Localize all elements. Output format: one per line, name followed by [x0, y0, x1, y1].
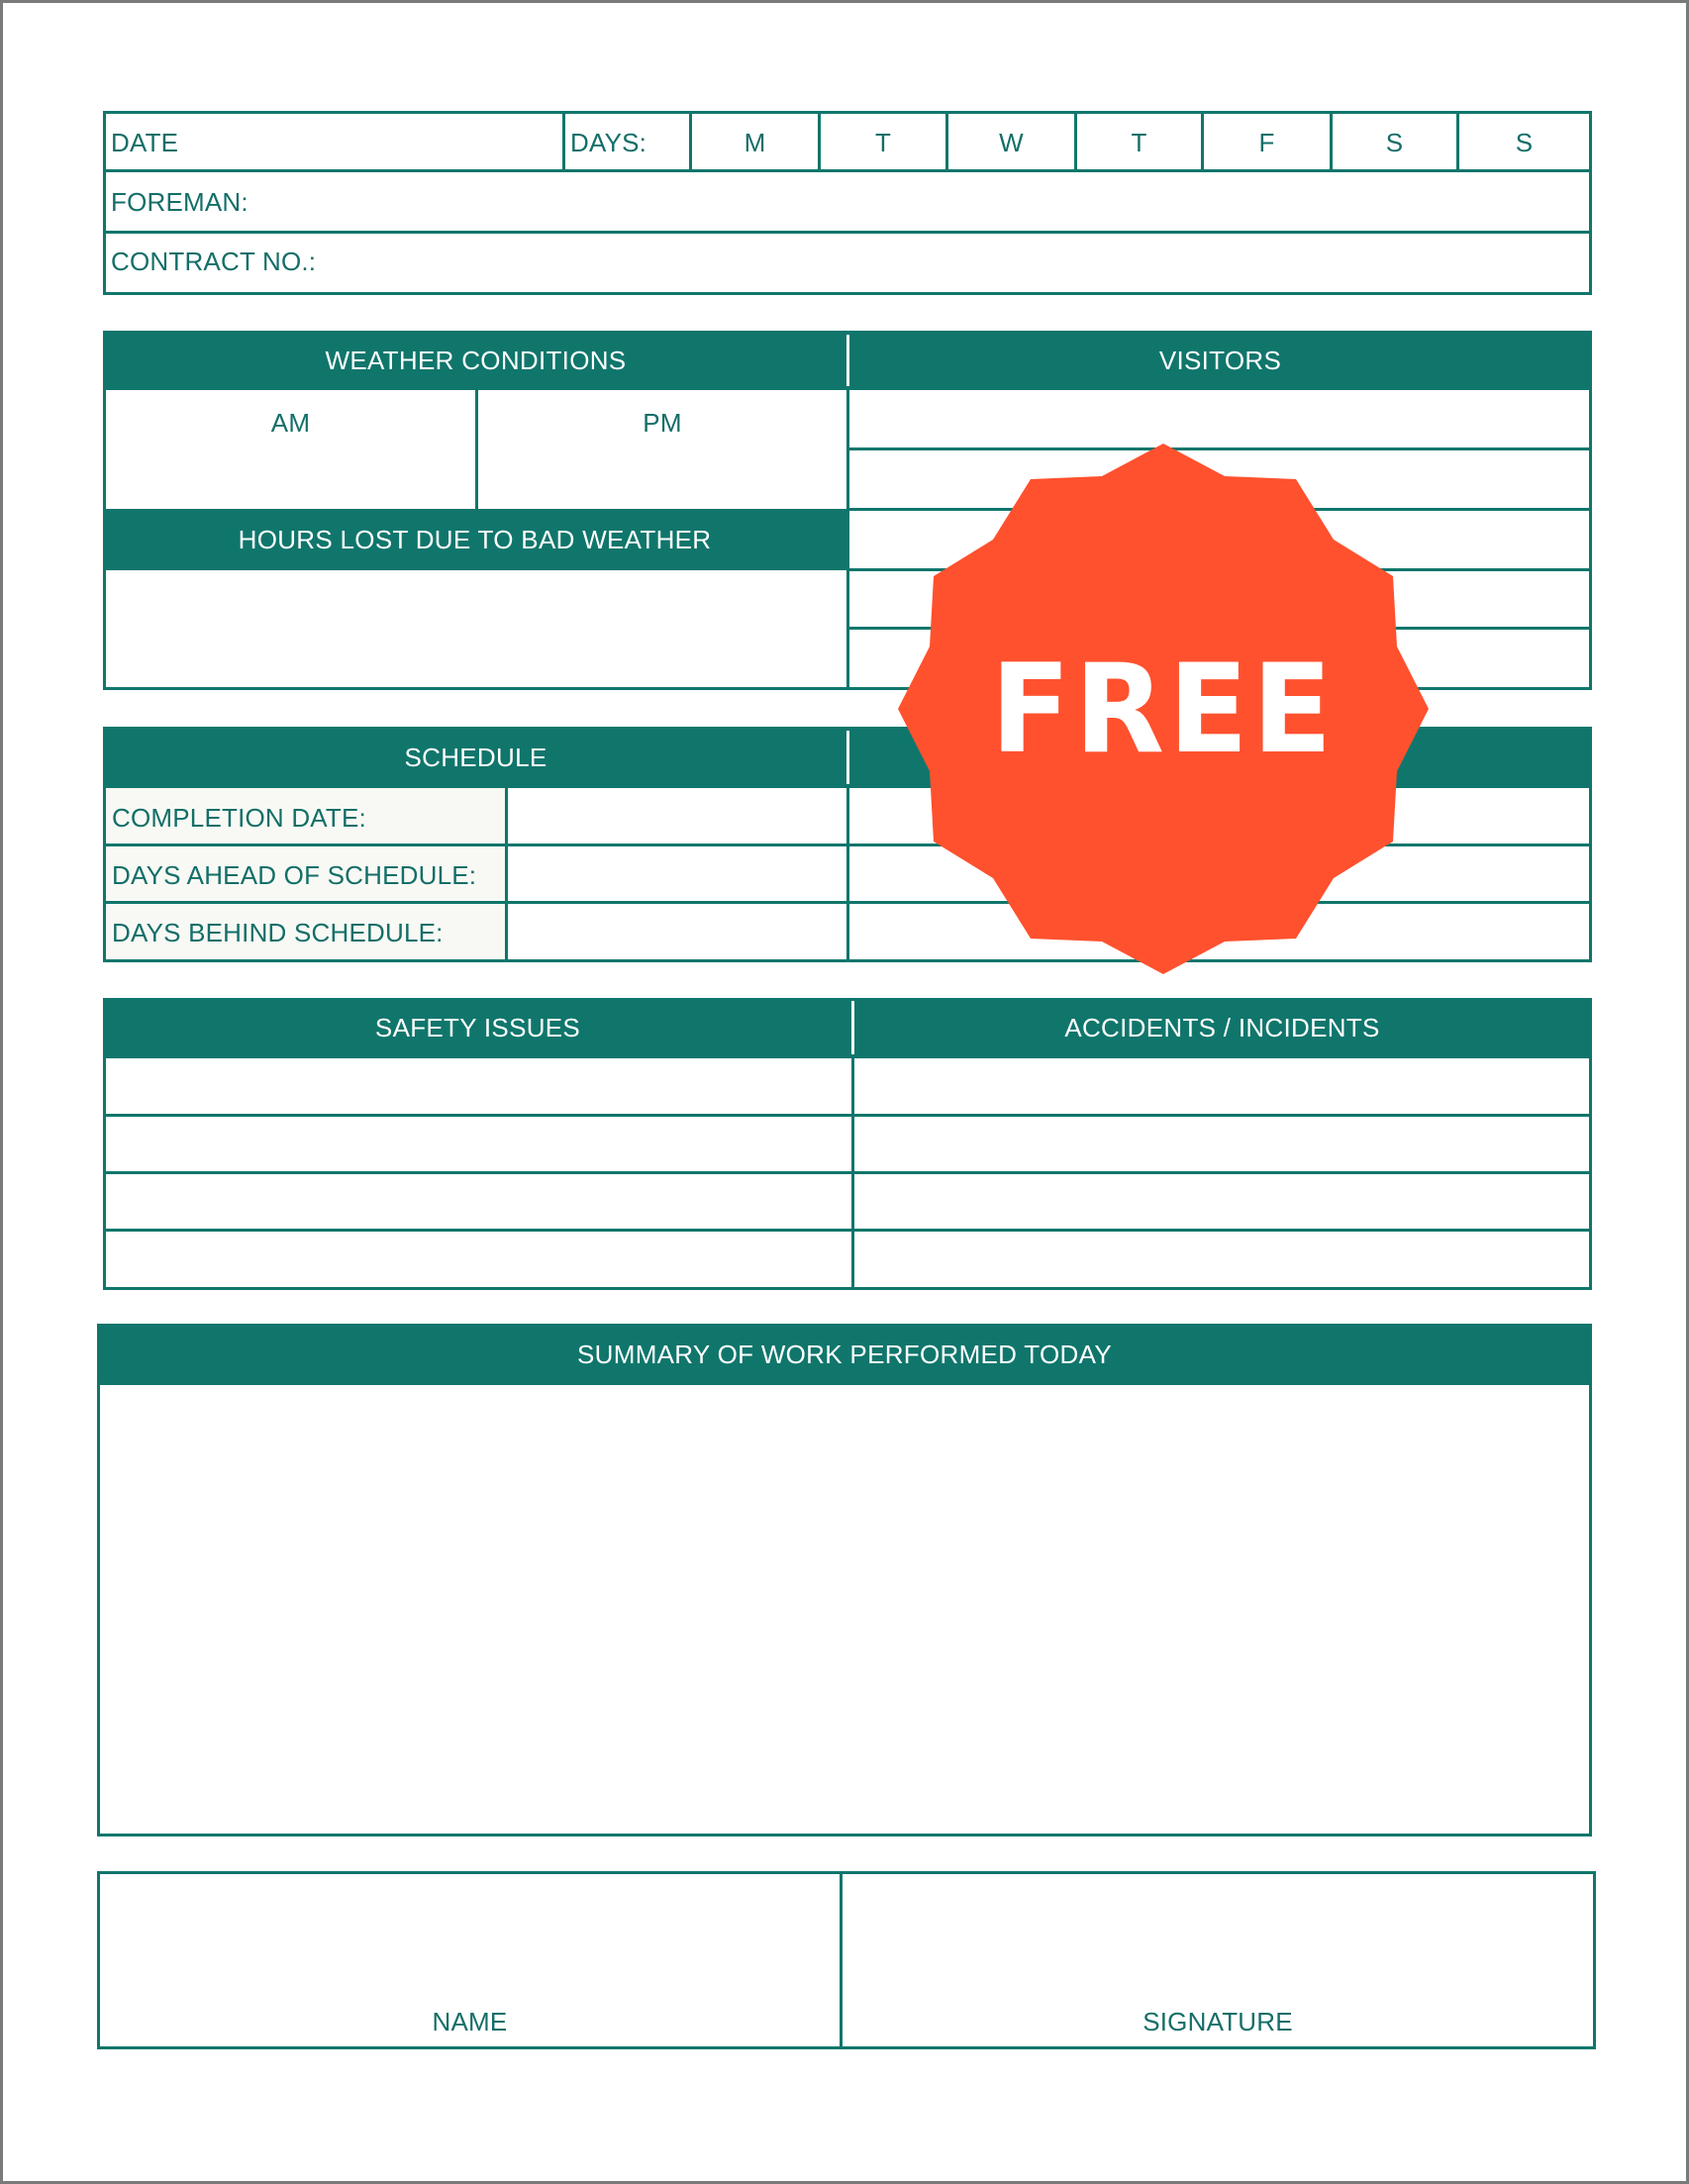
summary-title: SUMMARY OF WORK PERFORMED TODAY — [577, 1339, 1112, 1369]
safety-issue-row[interactable] — [108, 1233, 848, 1286]
safety-issue-row[interactable] — [108, 1118, 848, 1170]
am-label: AM — [270, 408, 311, 438]
days-behind-label: DAYS BEHIND SCHEDULE: — [112, 918, 444, 947]
contract-number-field[interactable] — [340, 237, 1587, 290]
safety-issue-row[interactable] — [108, 1059, 848, 1113]
safety-issues-title: SAFETY ISSUES — [374, 1013, 581, 1042]
am-weather-field[interactable] — [108, 439, 472, 506]
signature-field[interactable] — [845, 1877, 1590, 2001]
safety-issue-row[interactable] — [108, 1175, 848, 1228]
day-checkbox-thursday[interactable]: T — [1131, 128, 1147, 157]
weather-conditions-title: WEATHER CONDITIONS — [325, 345, 627, 375]
divider — [851, 1058, 854, 1290]
pm-label: PM — [643, 408, 682, 438]
signature-label: SIGNATURE — [1143, 2007, 1293, 2036]
days-ahead-field[interactable] — [509, 847, 845, 900]
accident-row[interactable] — [856, 1175, 1589, 1228]
day-checkbox-sunday[interactable]: S — [1515, 128, 1534, 157]
contract-number-label: CONTRACT NO.: — [111, 247, 317, 276]
accident-row[interactable] — [856, 1059, 1589, 1113]
hours-lost-title: HOURS LOST DUE TO BAD WEATHER — [238, 524, 712, 554]
schedule-title: SCHEDULE — [404, 742, 547, 772]
divider — [505, 788, 508, 962]
foreman-label: FOREMAN: — [111, 187, 248, 217]
accident-row[interactable] — [856, 1118, 1589, 1170]
day-checkbox-wednesday[interactable]: W — [999, 128, 1024, 157]
divider — [846, 390, 849, 690]
accident-row[interactable] — [856, 1233, 1589, 1286]
divider — [103, 1171, 1592, 1174]
hours-lost-header — [103, 509, 846, 570]
foreman-field[interactable] — [280, 175, 1587, 229]
divider — [103, 1229, 1592, 1232]
days-behind-field[interactable] — [509, 905, 845, 958]
day-checkbox-saturday[interactable]: S — [1385, 128, 1404, 157]
divider — [846, 788, 849, 962]
divider — [562, 111, 565, 172]
name-field[interactable] — [102, 1877, 837, 2001]
name-label: NAME — [432, 2007, 508, 2036]
days-ahead-label: DAYS AHEAD OF SCHEDULE: — [112, 860, 477, 890]
pm-weather-field[interactable] — [480, 439, 844, 506]
divider — [103, 169, 1592, 172]
day-checkbox-monday[interactable]: M — [744, 128, 766, 157]
date-field-label: DATE — [111, 128, 179, 157]
hours-lost-field[interactable] — [108, 573, 844, 686]
days-label: DAYS: — [570, 128, 647, 157]
day-checkbox-tuesday[interactable]: T — [874, 128, 892, 157]
day-checkbox-friday[interactable]: F — [1258, 128, 1275, 157]
divider — [103, 231, 1592, 234]
summary-textarea[interactable] — [102, 1387, 1587, 1833]
divider — [103, 1114, 1592, 1117]
date-field[interactable] — [110, 117, 557, 168]
completion-date-field[interactable] — [509, 791, 845, 843]
visitors-title: VISITORS — [1158, 345, 1282, 375]
free-badge-text: FREE — [990, 637, 1337, 781]
accidents-title: ACCIDENTS / INCIDENTS — [1064, 1013, 1380, 1042]
completion-date-label: COMPLETION DATE: — [112, 803, 366, 833]
